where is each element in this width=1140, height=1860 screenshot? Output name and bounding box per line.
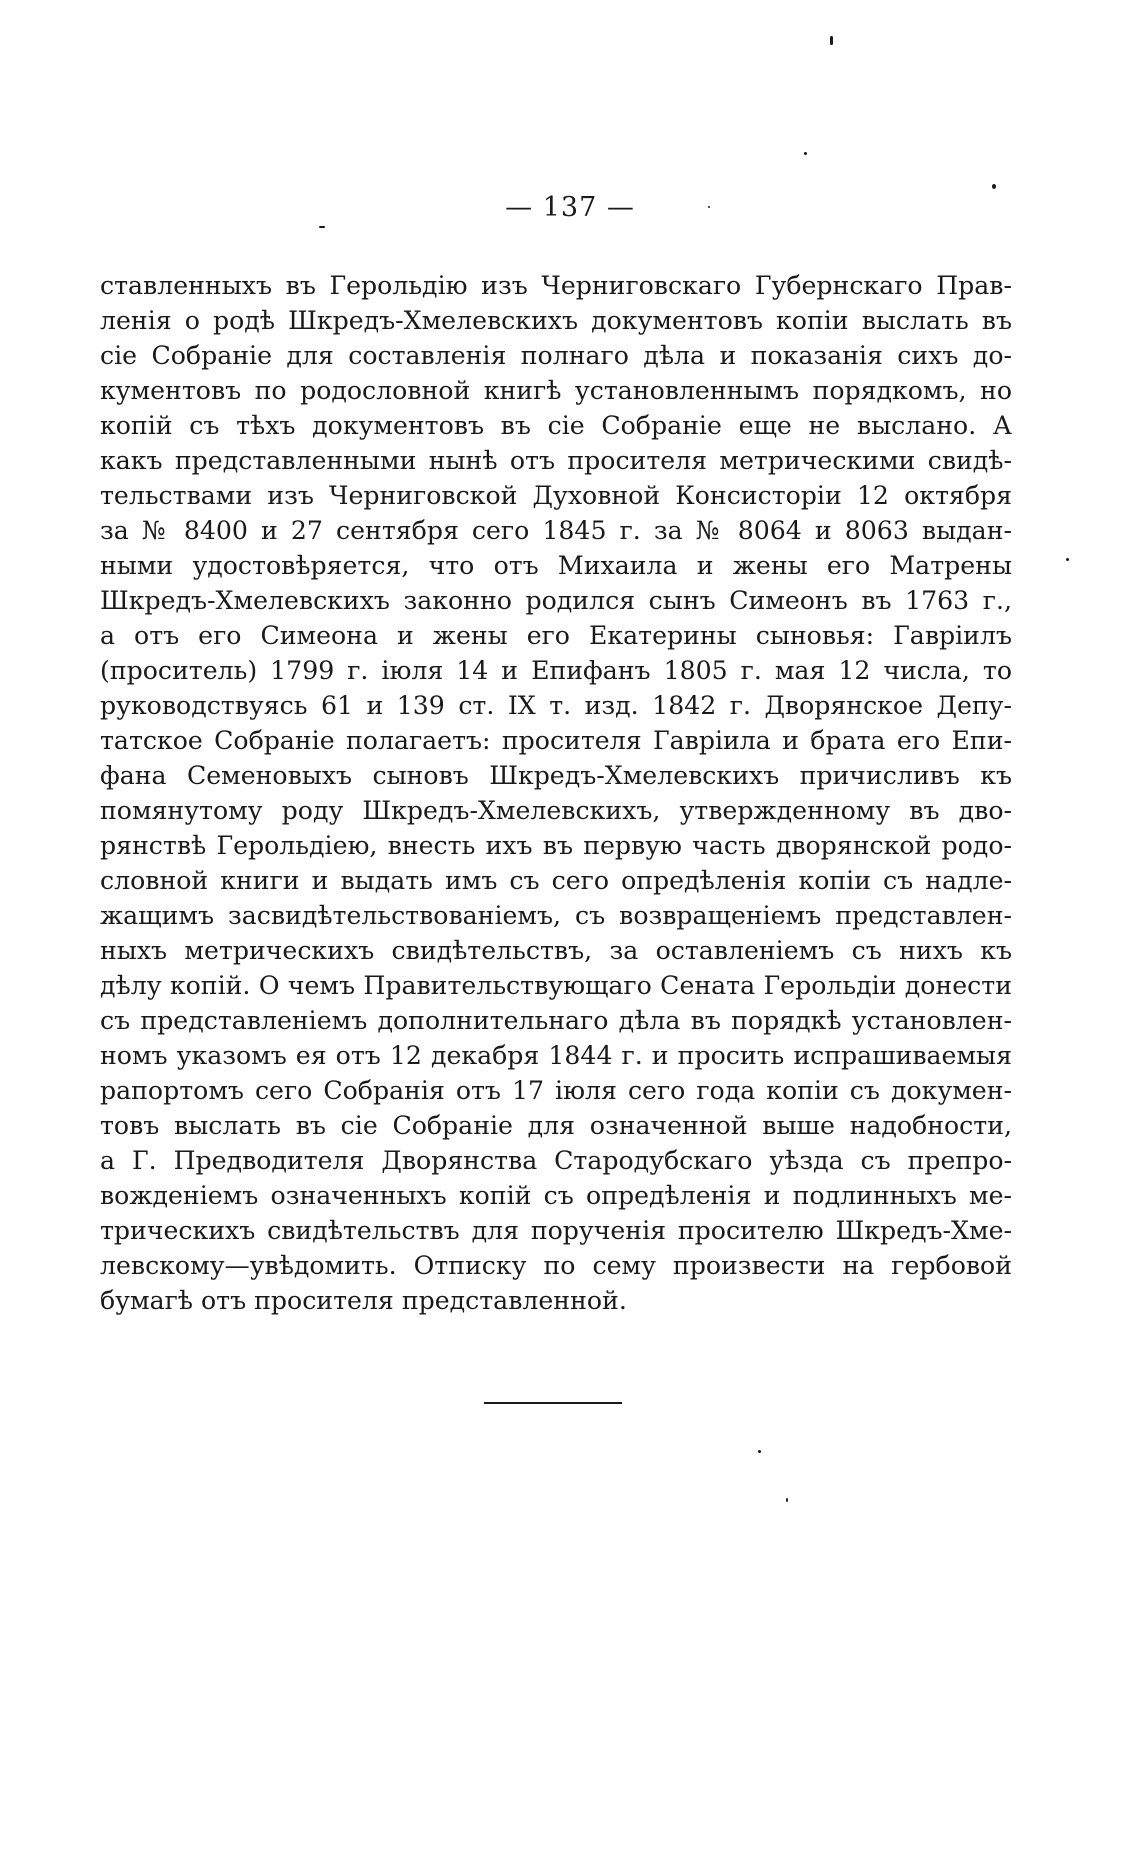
text-line: а отъ его Симеона и жены его Екатерины сыновья: Гавріилъ <box>100 621 1012 650</box>
text-line: тельствами изъ Черниговской Духовной Консисторіи 12 октября <box>100 481 1012 510</box>
text-line: левскому—увѣдомить. Отписку по сему произвести на гербовой <box>100 1251 1012 1280</box>
end-divider <box>484 1402 622 1404</box>
text-line: сіе Собраніе для составленія полнаго дѣла и показанія сихъ до- <box>100 341 1012 370</box>
text-line: фана Семеновыхъ сыновъ Шкредъ-Хмелевскихъ причисливъ къ <box>100 761 1012 790</box>
text-line: татское Собраніе полагаетъ: просителя Гавріила и брата его Епи- <box>100 726 1012 755</box>
text-line: жащимъ засвидѣтельствованіемъ, съ возвращеніемъ представлен- <box>100 901 1012 930</box>
text-line: ныхъ метрическихъ свидѣтельствъ, за оставленіемъ съ нихъ къ <box>100 936 1012 965</box>
text-line: ленія о родѣ Шкредъ-Хмелевскихъ документовъ копіи выслать въ <box>100 306 1012 335</box>
text-line: бумагѣ отъ просителя представленной. <box>100 1286 627 1315</box>
text-line: товъ выслать въ сіе Собраніе для означенной выше надобности, <box>100 1111 1012 1140</box>
text-line: вожденіемъ означенныхъ копій съ опредѣленія и подлинныхъ ме- <box>100 1181 1012 1210</box>
text-line: рянствѣ Герольдіею, внесть ихъ въ первую часть дворянской родо- <box>100 831 1012 860</box>
text-line: руководствуясь 61 и 139 ст. IX т. изд. 1842 г. Дворянское Депу- <box>100 691 1012 720</box>
text-line: номъ указомъ ея отъ 12 декабря 1844 г. и просить испрашиваемыя <box>100 1041 1012 1070</box>
text-line: помянутому роду Шкредъ-Хмелевскихъ, утвержденному въ дво- <box>100 796 1012 825</box>
text-line: какъ представленными нынѣ отъ просителя метрическими свидѣ- <box>100 446 1012 475</box>
text-line: Шкредъ-Хмелевскихъ законно родился сынъ Симеонъ въ 1763 г., <box>100 586 1012 615</box>
scan-speck <box>319 226 325 228</box>
body-paragraph <box>100 268 1012 1318</box>
page-number: — 137 — <box>505 192 635 223</box>
text-line: ными удостовѣряется, что отъ Михаила и жены его Матрены <box>100 551 1012 580</box>
scan-speck <box>830 36 833 45</box>
scan-speck <box>1066 558 1069 561</box>
text-line: трическихъ свидѣтельствъ для порученія просителю Шкредъ-Хме- <box>100 1216 1012 1245</box>
text-line: а Г. Предводителя Дворянства Стародубскаго уѣзда съ препро- <box>100 1146 1012 1175</box>
text-line: рапортомъ сего Собранія отъ 17 іюля сего года копіи съ докумен- <box>100 1076 1012 1105</box>
scan-speck <box>708 206 710 208</box>
text-line: копій съ тѣхъ документовъ въ сіе Собраніе еще не выслано. А <box>100 411 1012 440</box>
text-line: словной книги и выдать имъ съ сего опредѣленія копіи съ надле- <box>100 866 1012 895</box>
text-line: кументовъ по родословной книгѣ установленнымъ порядкомъ, но <box>100 376 1012 405</box>
text-line: дѣлу копій. О чемъ Правительствующаго Сената Герольдіи донести <box>100 971 1012 1000</box>
text-line: за № 8400 и 27 сентября сего 1845 г. за № 8064 и 8063 выдан- <box>100 516 1012 545</box>
text-line: съ представленіемъ дополнительнаго дѣла въ порядкѣ установлен- <box>100 1006 1012 1035</box>
scan-speck <box>786 1498 788 1502</box>
scan-speck <box>758 1450 761 1453</box>
text-line: ставленныхъ въ Герольдію изъ Черниговскаго Губернскаго Прав- <box>100 271 1012 300</box>
scan-speck <box>804 152 807 155</box>
text-line: (проситель) 1799 г. іюля 14 и Епифанъ 1805 г. мая 12 числа, то <box>100 656 1012 685</box>
scan-speck <box>992 184 996 189</box>
